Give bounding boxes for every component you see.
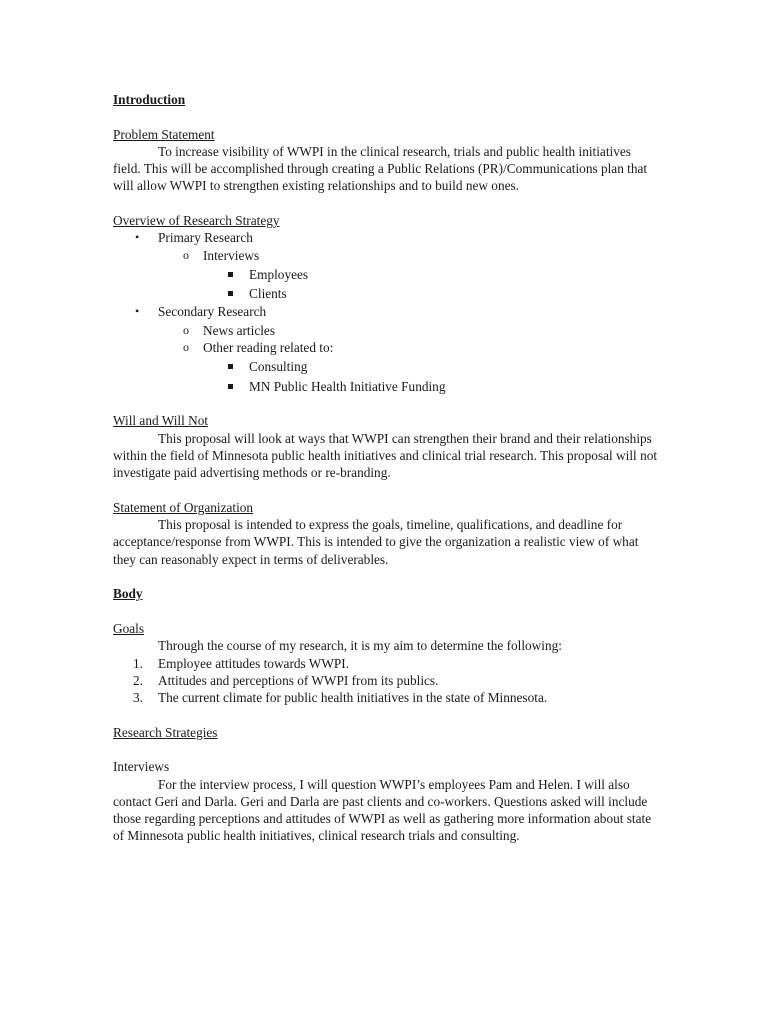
list-item: MN Public Health Initiative Funding	[113, 378, 658, 395]
bullet-icon	[135, 303, 139, 320]
list-item: 3. The current climate for public health initiatives in the state of Minnesota.	[133, 690, 548, 706]
research-strategies-title: Research Strategies	[113, 724, 218, 740]
circle-bullet-icon	[183, 247, 189, 264]
list-item: o Other reading related to:	[113, 339, 658, 356]
problem-statement-text: To increase visibility of WWPI in the clinical research, trials and public health initiatives field. This will be accomplished through creating a Public Relations (PR)/Communications plan that will allow WWPI to strengthen existing relationships and to build new ones.	[113, 143, 648, 194]
goals-list	[113, 655, 658, 707]
body-heading: Body	[113, 586, 143, 602]
list-item: Consulting	[113, 358, 658, 375]
circle-bullet-icon	[183, 339, 189, 356]
problem-statement-title: Problem Statement	[113, 126, 215, 142]
circle-bullet-icon	[183, 322, 189, 339]
list-item: • Secondary Research	[113, 303, 658, 320]
square-bullet-icon	[228, 272, 233, 277]
list-item: Employees	[113, 266, 658, 283]
square-bullet-icon	[228, 384, 233, 389]
list-item: 2. Attitudes and perceptions of WWPI from its publics.	[133, 672, 439, 688]
statement-of-organization-title: Statement of Organization	[113, 499, 254, 515]
square-bullet-icon	[228, 291, 233, 296]
list-item: • Primary Research	[113, 229, 658, 246]
will-and-will-not-text: This proposal will look at ways that WWPI can strengthen their brand and their relationships within the field of Minnesota public health initiatives and clinical trial research. This proposal will not investigate paid advertising methods or re-branding.	[113, 430, 658, 481]
introduction-heading: Introduction	[113, 92, 186, 107]
list-item: Clients	[113, 285, 658, 302]
statement-of-organization-text: This proposal is intended to express the goals, timeline, qualifications, and deadline for acceptance/response from WWPI. This is intended to give the organization a realistic view of what they can reasonably expect in terms of deliverables.	[113, 517, 639, 567]
goals-title: Goals	[113, 620, 145, 636]
list-item: 1. Employee attitudes towards WWPI.	[133, 655, 350, 671]
square-bullet-icon	[228, 364, 233, 369]
interviews-title: Interviews	[113, 759, 170, 775]
bullet-icon	[135, 229, 139, 246]
interviews-text: For the interview process, I will question WWPI’s employees Pam and Helen. I will also contact Geri and Darla. Geri and Darla are past clients and co-workers. Questions asked will include those regarding perceptions and attitudes of WWPI as well as gathering more information about state of Minnesota public health initiatives, clinical research trials and consulting.	[113, 776, 652, 844]
document-content	[113, 91, 658, 845]
list-item: o Interviews	[113, 247, 658, 264]
research-strategy-list	[113, 229, 658, 395]
overview-title: Overview of Research Strategy	[113, 213, 280, 229]
list-item: o News articles	[113, 322, 658, 339]
goals-intro: Through the course of my research, it is my aim to determine the following:	[158, 638, 562, 654]
will-and-will-not-title: Will and Will Not	[113, 413, 209, 429]
